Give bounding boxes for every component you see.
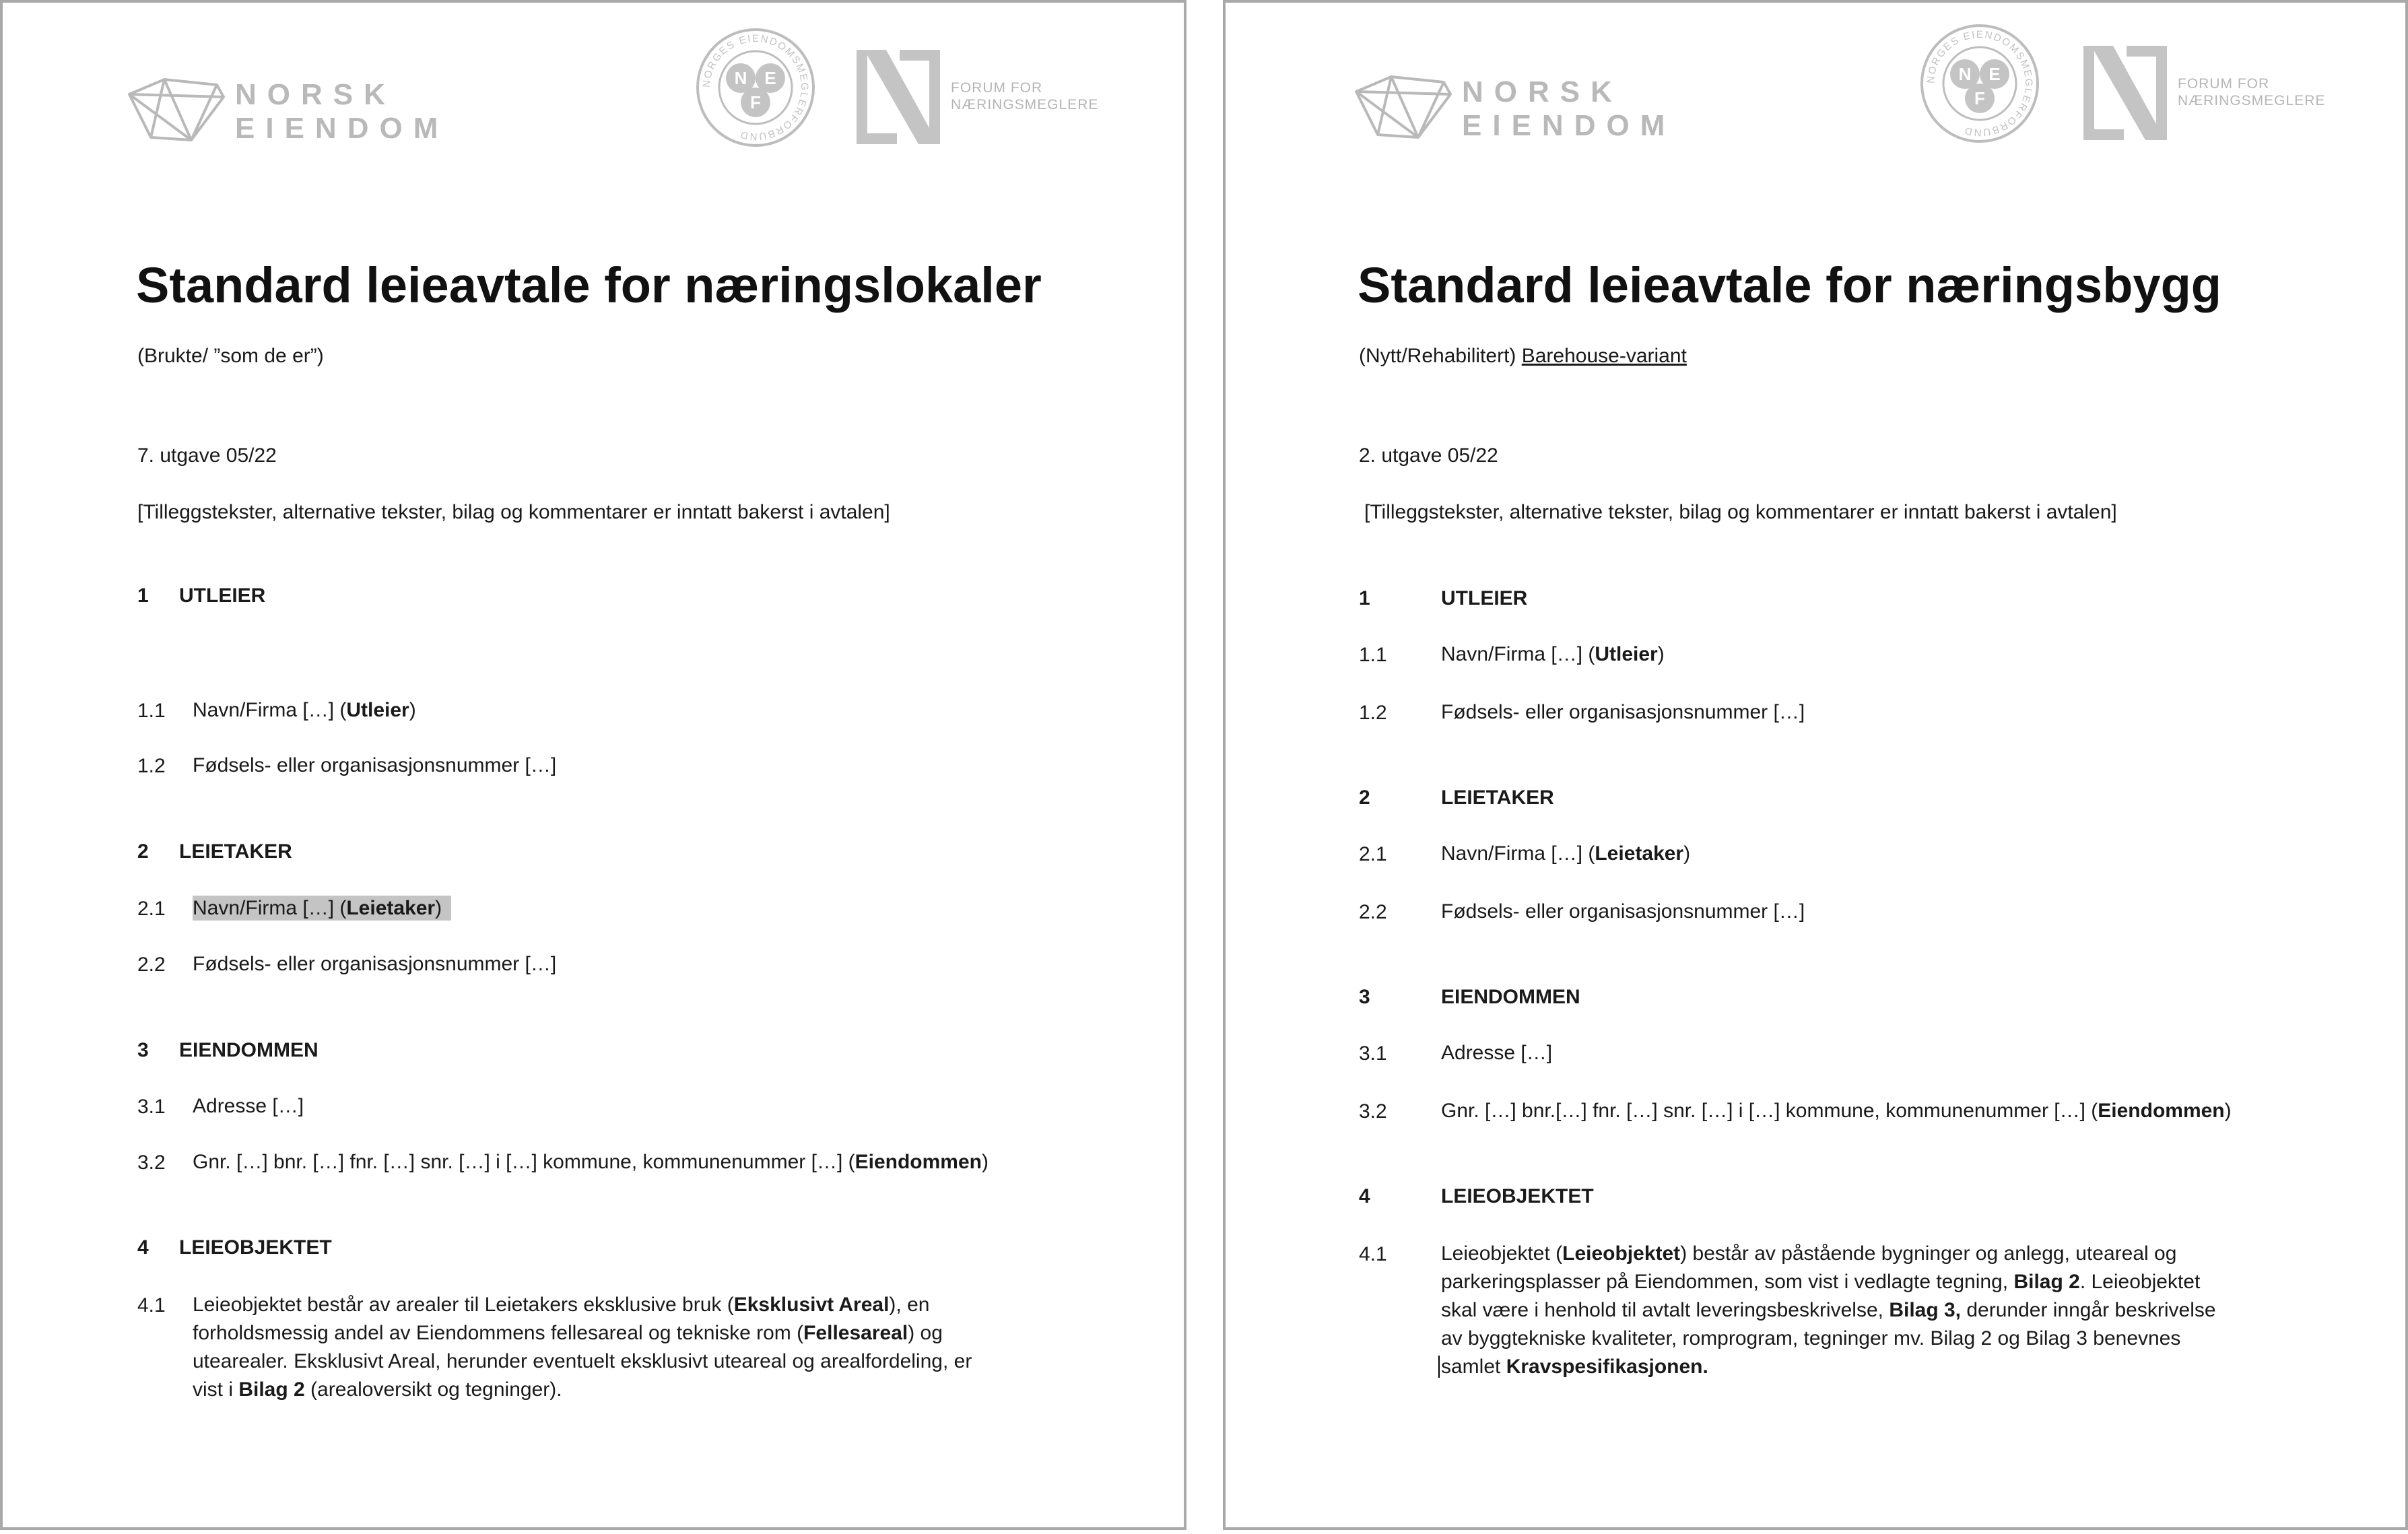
document-title: Standard leieavtale for næringsbygg bbox=[1358, 257, 2221, 313]
forum-mark-icon bbox=[857, 50, 940, 144]
clause-2-1-text: Navn/Firma […] (Leietaker) bbox=[1441, 842, 1691, 865]
forum-mark-icon bbox=[2083, 46, 2167, 140]
bracket-note: [Tilleggstekster, alternative tekster, bilag og kommentarer er inntatt bakerst i avtalen] bbox=[137, 501, 890, 523]
svg-text:F: F bbox=[750, 92, 761, 112]
clause-4-1-line: av byggtekniske kvaliteter, romprogram, tegninger mv. Bilag 2 og Bilag 3 benevnes bbox=[1441, 1327, 2181, 1349]
document-page-left bbox=[0, 0, 1186, 1530]
clause-4-1-text bbox=[1441, 1240, 2216, 1381]
clause-2-1-text-selected[interactable]: Navn/Firma […] (Leietaker) bbox=[193, 894, 451, 923]
forum-wordmark: FORUM FOR NÆRINGSMEGLERE bbox=[951, 80, 1099, 112]
clause-4-1-line: utearealer. Eksklusivt Areal, herunder eventuelt eksklusivt uteareal og arealfordeling, er bbox=[193, 1350, 972, 1372]
svg-text:NORGES EIENDOMSMEGLERFORBUND: NORGES EIENDOMSMEGLERFORBUND bbox=[700, 32, 811, 143]
edition-text: 2. utgave 05/22 bbox=[1359, 444, 1498, 467]
section-3-number: 3 bbox=[1359, 986, 1370, 1008]
clause-1-1-number: 1.1 bbox=[137, 700, 166, 722]
section-1-number: 1 bbox=[1359, 587, 1370, 609]
clause-3-2-number: 3.2 bbox=[1359, 1100, 1387, 1123]
forum-for-naeringsmeglere-logo bbox=[857, 50, 1099, 147]
section-3-heading: EIENDOMMEN bbox=[179, 1039, 319, 1061]
document-page-right bbox=[1223, 0, 2408, 1530]
clause-4-1-line: forholdsmessig andel av Eiendommens fellesareal og tekniske rom (Fellesareal) og bbox=[193, 1322, 943, 1344]
section-2-heading: LEIETAKER bbox=[179, 840, 292, 863]
clause-4-1-line: vist i Bilag 2 (arealoversikt og tegninger). bbox=[193, 1378, 562, 1401]
section-4-heading: LEIEOBJEKTET bbox=[1441, 1185, 1594, 1207]
section-4-heading: LEIEOBJEKTET bbox=[179, 1236, 332, 1259]
clause-3-2-text: Gnr. […] bnr.[…] fnr. […] snr. […] i […] kommune, kommunenummer […] (Eiendommen) bbox=[1441, 1100, 2232, 1122]
document-title: Standard leieavtale for næringslokaler bbox=[136, 257, 1042, 313]
clause-4-1-line: skal være i henhold til avtalt leveringsbeskrivelse, Bilag 3, derunder inngår beskrivelse bbox=[1441, 1299, 2216, 1321]
clause-1-2-text: Fødsels- eller organisasjonsnummer […] bbox=[1441, 701, 1805, 723]
barehouse-variant-link[interactable]: Barehouse-variant bbox=[1521, 345, 1687, 367]
document-subtitle: (Nytt/Rehabilitert) Barehouse-variant bbox=[1359, 345, 1687, 367]
clause-3-2-text: Gnr. […] bnr. […] fnr. […] snr. […] i […] kommune, kommunenummer […] (Eiendommen) bbox=[193, 1151, 989, 1173]
clause-3-1-text: Adresse […] bbox=[1441, 1042, 1553, 1064]
clause-1-1-text: Navn/Firma […] (Utleier) bbox=[193, 699, 416, 721]
section-1-number: 1 bbox=[137, 585, 149, 607]
clause-2-2-number: 2.2 bbox=[1359, 901, 1387, 923]
clause-1-1-text: Navn/Firma […] (Utleier) bbox=[1441, 643, 1665, 665]
nef-seal-logo bbox=[1919, 23, 2040, 147]
nef-seal-icon bbox=[695, 27, 816, 148]
clause-1-1-number: 1.1 bbox=[1359, 644, 1387, 666]
clause-2-2-text: Fødsels- eller organisasjonsnummer […] bbox=[1441, 900, 1805, 923]
clause-4-1-line: Leieobjektet består av arealer til Leietakers eksklusive bruk (Eksklusivt Areal), en bbox=[193, 1294, 930, 1316]
section-2-number: 2 bbox=[137, 840, 149, 863]
forum-wordmark: FORUM FOR NÆRINGSMEGLERE bbox=[2178, 76, 2326, 108]
clause-4-1-text bbox=[193, 1291, 972, 1404]
section-3-heading: EIENDOMMEN bbox=[1441, 986, 1580, 1008]
clause-3-1-number: 3.1 bbox=[1359, 1042, 1387, 1065]
clause-4-1-line: samlet Kravspesifikasjonen. bbox=[1441, 1353, 2216, 1381]
clause-1-2-number: 1.2 bbox=[1359, 702, 1387, 724]
clause-2-2-number: 2.2 bbox=[137, 954, 166, 976]
clause-4-1-line: parkeringsplasser på Eiendommen, som vist i vedlagte tegning, Bilag 2. Leieobjektet bbox=[1441, 1271, 2201, 1293]
section-2-heading: LEIETAKER bbox=[1441, 787, 1554, 809]
svg-text:NORGES EIENDOMSMEGLERFORBUND: NORGES EIENDOMSMEGLERFORBUND bbox=[1925, 28, 2035, 139]
norsk-eiendom-wordmark: NORSK EIENDOM bbox=[1462, 75, 1676, 142]
clause-4-1-line: Leieobjektet (Leieobjektet) består av påstående bygninger og anlegg, uteareal og bbox=[1441, 1242, 2177, 1265]
svg-text:F: F bbox=[1974, 88, 1985, 108]
bracket-note: [Tilleggstekster, alternative tekster, bilag og kommentarer er inntatt bakerst i avtalen] bbox=[1364, 501, 2117, 523]
clause-4-1-number: 4.1 bbox=[1359, 1243, 1387, 1265]
section-1-heading: UTLEIER bbox=[179, 585, 266, 607]
diamond-icon bbox=[124, 70, 225, 144]
nef-seal-logo bbox=[695, 27, 816, 152]
section-2-number: 2 bbox=[1359, 787, 1370, 809]
clause-4-1-number: 4.1 bbox=[137, 1294, 166, 1316]
clause-2-1-number: 2.1 bbox=[1359, 843, 1387, 865]
svg-text:E: E bbox=[1988, 64, 2001, 84]
svg-text:N: N bbox=[734, 68, 747, 88]
clause-3-1-number: 3.1 bbox=[137, 1096, 166, 1118]
section-4-number: 4 bbox=[137, 1236, 149, 1259]
section-4-number: 4 bbox=[1359, 1185, 1370, 1207]
section-3-number: 3 bbox=[137, 1039, 149, 1061]
clause-2-2-text: Fødsels- eller organisasjonsnummer […] bbox=[193, 953, 557, 975]
document-subtitle: (Brukte/ ”som de er”) bbox=[137, 345, 324, 367]
clause-1-2-number: 1.2 bbox=[137, 755, 166, 777]
edition-text: 7. utgave 05/22 bbox=[137, 444, 277, 467]
section-1-heading: UTLEIER bbox=[1441, 587, 1528, 609]
clause-3-2-number: 3.2 bbox=[137, 1152, 166, 1174]
diamond-icon bbox=[1351, 67, 1452, 141]
clause-2-1-number: 2.1 bbox=[137, 898, 166, 920]
nef-seal-icon bbox=[1919, 23, 2040, 144]
svg-text:N: N bbox=[1958, 64, 1972, 84]
clause-1-2-text: Fødsels- eller organisasjonsnummer […] bbox=[193, 754, 557, 776]
svg-text:E: E bbox=[764, 68, 776, 88]
clause-3-1-text: Adresse […] bbox=[193, 1095, 304, 1117]
norsk-eiendom-wordmark: NORSK EIENDOM bbox=[235, 78, 449, 145]
forum-for-naeringsmeglere-logo bbox=[2083, 46, 2326, 143]
